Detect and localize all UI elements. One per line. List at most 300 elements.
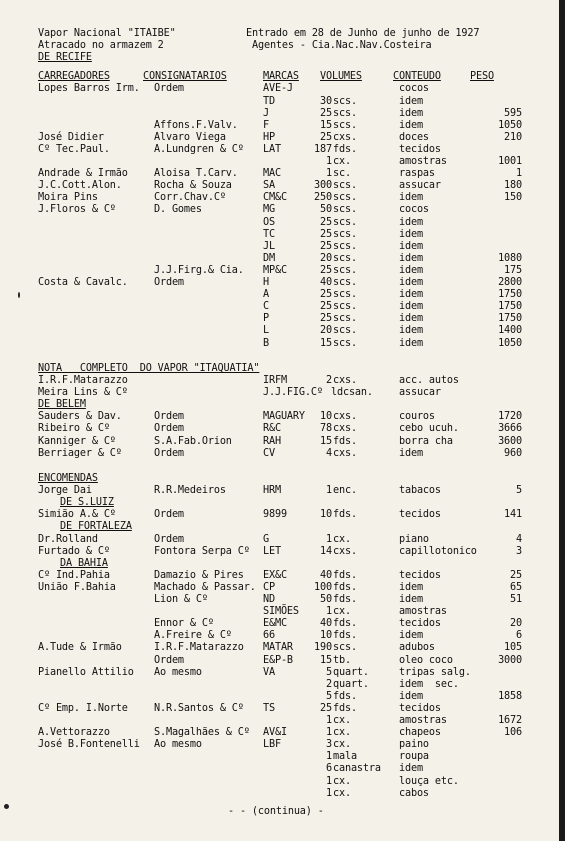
quantity-cell: 25 — [320, 107, 332, 119]
consignee-cell: Ordem — [154, 423, 184, 435]
shipper-cell: Moira Pins — [38, 192, 98, 204]
quantity-cell: 1 — [326, 775, 332, 787]
consignee-cell: R.R.Medeiros — [154, 485, 226, 497]
content-cell: amostras — [399, 606, 447, 618]
quantity-cell: 10 — [320, 509, 332, 521]
marks-cell: LET — [263, 545, 281, 557]
consignee-cell: S.Magalhães & Cº — [154, 727, 250, 739]
quantity-cell: 1 — [326, 168, 332, 180]
column-header: CONTEUDO — [393, 71, 441, 83]
quantity-cell: 5 — [326, 666, 332, 678]
consignee-cell: J.J.Firg.& Cia. — [154, 264, 244, 276]
weight-cell: 1050 — [498, 119, 522, 131]
content-cell: idem — [399, 240, 423, 252]
quantity-cell: 1 — [326, 715, 332, 727]
quantity-cell: 40 — [320, 618, 332, 630]
unit-cell: scs. — [333, 180, 357, 192]
consignee-cell: Ao mesmo — [154, 666, 202, 678]
weight-cell: 1672 — [498, 715, 522, 727]
weight-cell: 106 — [504, 727, 522, 739]
marks-cell: C — [263, 301, 269, 313]
weight-cell: 3666 — [498, 423, 522, 435]
consignee-cell: I.R.F.Matarazzo — [154, 642, 244, 654]
weight-cell: 1400 — [498, 325, 522, 337]
consignee-cell: Ennor & Cº — [154, 618, 214, 630]
consignee-cell: Fontora Serpa Cº — [154, 545, 250, 557]
shipper-cell: A.Tude & Irmão — [38, 642, 122, 654]
unit-cell: cxs. — [333, 131, 357, 143]
marks-cell: TS — [263, 702, 275, 714]
quantity-cell: 2 — [326, 678, 332, 690]
content-cell: roupa — [399, 751, 429, 763]
shipper-cell: Lopes Barros Irm. — [38, 83, 140, 95]
quantity-cell: 187 — [314, 143, 332, 155]
quantity-cell: 250 — [314, 192, 332, 204]
marks-cell: H — [263, 277, 269, 288]
quantity-cell: 25 — [320, 240, 332, 252]
unit-cell: fds. — [333, 581, 357, 593]
content-cell: idem — [399, 228, 423, 240]
weight-cell: 1858 — [498, 690, 522, 702]
quantity-cell: 10 — [320, 411, 332, 423]
unit-cell: cxs. — [333, 545, 357, 557]
consignee-cell: Machado & Passar. — [154, 581, 256, 593]
marks-cell: LAT — [263, 143, 281, 155]
quantity-cell: 40 — [320, 569, 332, 581]
marks-cell: F — [263, 119, 269, 131]
consignee-cell: N.R.Santos & Cº — [154, 702, 244, 714]
shipper-cell: Ribeiro & Cº — [38, 423, 110, 435]
weight-cell: 175 — [504, 264, 522, 276]
column-header: PESO — [470, 71, 494, 83]
port-subtitle: DE FORTALEZA — [60, 521, 132, 533]
marks-cell: MP&C — [263, 264, 287, 276]
berth-info: Atracado no armazem 2 — [38, 40, 164, 52]
shipper-cell: Meira Lins & Cº — [38, 387, 128, 399]
unit-cell: scs. — [333, 119, 357, 131]
unit-cell: scs. — [333, 252, 357, 264]
marks-cell: SA — [263, 180, 275, 192]
quantity-cell: 25 — [320, 301, 332, 313]
unit-cell: scs. — [333, 325, 357, 337]
shipper-cell: Andrade & Irmão — [38, 168, 128, 180]
content-cell: cebo ucuh. — [399, 423, 459, 435]
quantity-cell: 25 — [320, 131, 332, 143]
consignee-cell: A.Freire & Cº — [154, 630, 232, 642]
shipper-cell: Kanniger & Cº — [38, 435, 116, 447]
unit-cell: scs. — [333, 277, 357, 288]
unit-cell: fds. — [333, 618, 357, 630]
marks-cell: IRFM — [263, 375, 287, 386]
shipper-cell: Cº Ind.Pahia — [38, 569, 110, 581]
quantity-cell: 15 — [320, 119, 332, 131]
shipper-cell: J.C.Cott.Alon. — [38, 180, 122, 192]
content-cell: idem sec. — [399, 678, 459, 690]
marks-cell: 66 — [263, 630, 275, 642]
marks-cell: HP — [263, 131, 275, 143]
shipper-cell: Costa & Cavalc. — [38, 277, 128, 288]
quantity-cell: 5 — [326, 690, 332, 702]
marks-cell: MAGUARY — [263, 411, 305, 423]
consignee-cell: Rocha & Souza — [154, 180, 232, 192]
marks-cell: OS — [263, 216, 275, 228]
marks-cell: CM&C — [263, 192, 287, 204]
quantity-cell: 15 — [320, 654, 332, 666]
unit-cell: canastra — [333, 763, 381, 775]
content-cell: idem — [399, 581, 423, 593]
content-cell: tecidos — [399, 618, 441, 630]
unit-cell: quart. — [333, 678, 369, 690]
shipper-cell: Pianello Attilio — [38, 666, 134, 678]
nota-title: NOTA COMPLETO DO VAPOR "ITAQUATIA" — [38, 362, 260, 374]
unit-cell: scs. — [333, 337, 357, 349]
content-cell: idem — [399, 107, 423, 119]
content-cell: idem — [399, 447, 423, 459]
unit-cell: scs. — [333, 313, 357, 325]
weight-cell: 180 — [504, 180, 522, 192]
weight-cell: 1080 — [498, 252, 522, 264]
quantity-cell: 30 — [320, 95, 332, 107]
content-cell: idem — [399, 313, 423, 325]
quantity-cell: 6 — [326, 763, 332, 775]
marks-cell: 9899 — [263, 509, 287, 521]
quantity-cell: 25 — [320, 228, 332, 240]
weight-cell: 960 — [504, 447, 522, 459]
shipper-cell: Berriager & Cº — [38, 447, 122, 459]
content-cell: acc. autos — [399, 375, 459, 386]
content-cell: idem — [399, 252, 423, 264]
unit-cell: fds. — [333, 690, 357, 702]
content-cell: doces — [399, 131, 429, 143]
marks-cell: EX&C — [263, 569, 287, 581]
marks-cell: MAC — [263, 168, 281, 180]
content-cell: idem — [399, 95, 423, 107]
quantity-cell: 50 — [320, 204, 332, 216]
consignee-cell: Ao mesmo — [154, 739, 202, 751]
marks-cell: CP — [263, 581, 275, 593]
weight-cell: 1001 — [498, 156, 522, 167]
marks-cell: E&MC — [263, 618, 287, 630]
consignee-cell: S.A.Fab.Orion — [154, 435, 232, 447]
marks-cell: ND — [263, 594, 275, 606]
weight-cell: 150 — [504, 192, 522, 204]
quantity-cell: 300 — [314, 180, 332, 192]
weight-cell: 65 — [510, 581, 522, 593]
marks-cell: J.J.FIG.Cº — [263, 387, 323, 399]
marks-cell: AV&I — [263, 727, 287, 739]
unit-cell: scs. — [333, 192, 357, 204]
unit-cell: cxs. — [333, 423, 357, 435]
unit-cell: quart. — [333, 666, 369, 678]
weight-cell: 1720 — [498, 411, 522, 423]
column-header: CONSIGNATARIOS — [143, 71, 227, 83]
content-cell: paino — [399, 739, 429, 751]
content-cell: tripas salg. — [399, 666, 471, 678]
weight-cell: 141 — [504, 509, 522, 521]
marks-cell: L — [263, 325, 269, 337]
shipper-cell: Cº Emp. I.Norte — [38, 702, 128, 714]
unit-cell: fds. — [333, 569, 357, 581]
content-cell: chapeos — [399, 727, 441, 739]
unit-cell: cx. — [333, 533, 351, 545]
content-cell: piano — [399, 533, 429, 545]
marks-cell: E&P-B — [263, 654, 293, 666]
content-cell: raspas — [399, 168, 435, 180]
unit-cell: scs. — [333, 289, 357, 301]
marks-cell: J — [263, 107, 269, 119]
unit-cell: cx. — [333, 787, 351, 799]
quantity-cell: 1 — [326, 606, 332, 618]
consignee-cell: Ordem — [154, 509, 184, 521]
quantity-cell: 20 — [320, 252, 332, 264]
port-subtitle: DA BAHIA — [60, 557, 108, 569]
weight-cell: 6 — [516, 630, 522, 642]
scan-edge — [559, 0, 565, 841]
content-cell: idem — [399, 289, 423, 301]
quantity-cell: 4 — [326, 447, 332, 459]
content-cell: idem — [399, 630, 423, 642]
marks-cell: TD — [263, 95, 275, 107]
port-subtitle: DE S.LUIZ — [60, 497, 114, 509]
marks-cell: A — [263, 289, 269, 301]
marks-cell: DM — [263, 252, 275, 264]
shipper-cell: I.R.F.Matarazzo — [38, 375, 128, 386]
shipper-cell: Cº Tec.Paul. — [38, 143, 110, 155]
unit-cell: scs. — [333, 204, 357, 216]
marks-cell: SIMÕES — [263, 606, 299, 618]
unit-cell: cx. — [333, 715, 351, 727]
unit-cell: cx. — [333, 775, 351, 787]
quantity-cell: 25 — [320, 264, 332, 276]
weight-cell: 4 — [516, 533, 522, 545]
unit-cell: scs. — [333, 642, 357, 654]
weight-cell: 3 — [516, 545, 522, 557]
content-cell: tecidos — [399, 143, 441, 155]
weight-cell: 51 — [510, 594, 522, 606]
weight-cell: 105 — [504, 642, 522, 654]
unit-cell: scs. — [333, 264, 357, 276]
weight-cell: 2800 — [498, 277, 522, 288]
content-cell: assucar — [399, 180, 441, 192]
marks-cell: TC — [263, 228, 275, 240]
section-title-recife: DE RECIFE — [38, 52, 92, 64]
content-cell: louça etc. — [399, 775, 459, 787]
unit-cell: fds. — [333, 594, 357, 606]
content-cell: couros — [399, 411, 435, 423]
weight-cell: 1750 — [498, 313, 522, 325]
quantity-cell: 100 — [314, 581, 332, 593]
shipper-cell: Simião A.& Cº — [38, 509, 116, 521]
marks-cell: R&C — [263, 423, 281, 435]
content-cell: idem — [399, 119, 423, 131]
marks-cell: B — [263, 337, 269, 349]
unit-cell: cx. — [333, 156, 351, 167]
consignee-cell: Damazio & Pires — [154, 569, 244, 581]
weight-cell: 3600 — [498, 435, 522, 447]
unit-cell: scs. — [333, 228, 357, 240]
column-header: VOLUMES — [320, 71, 362, 83]
marks-cell: RAH — [263, 435, 281, 447]
unit-cell: mala — [333, 751, 357, 763]
consignee-cell: Alvaro Viega — [154, 131, 226, 143]
unit-cell: enc. — [333, 485, 357, 497]
unit-cell: cx. — [333, 739, 351, 751]
content-cell: idem — [399, 763, 423, 775]
quantity-cell: 25 — [320, 289, 332, 301]
unit-cell: fds. — [333, 630, 357, 642]
unit-cell: cx. — [333, 606, 351, 618]
consignee-cell: Ordem — [154, 83, 184, 95]
quantity-cell: 1 — [326, 533, 332, 545]
quantity-cell: 10 — [320, 630, 332, 642]
content-cell: borra cha — [399, 435, 453, 447]
consignee-cell: Corr.Chav.Cº — [154, 192, 226, 204]
marks-cell: LBF — [263, 739, 281, 751]
weight-cell: 3000 — [498, 654, 522, 666]
weight-cell: 5 — [516, 485, 522, 497]
ship-name: Vapor Nacional "ITAIBE" — [38, 28, 176, 39]
marks-cell-extra: ldcsan. — [331, 387, 373, 399]
quantity-cell: 2 — [326, 375, 332, 386]
quantity-cell: 1 — [326, 751, 332, 763]
quantity-cell: 78 — [320, 423, 332, 435]
content-cell: idem — [399, 192, 423, 204]
shipper-cell: União F.Bahia — [38, 581, 116, 593]
weight-cell: 25 — [510, 569, 522, 581]
content-cell: idem — [399, 325, 423, 337]
content-cell: tecidos — [399, 569, 441, 581]
unit-cell: fds. — [333, 509, 357, 521]
shipper-cell: Dr.Rolland — [38, 533, 98, 545]
continued-footer: - - (continua) - — [228, 805, 324, 817]
unit-cell: fds. — [333, 702, 357, 714]
content-cell: adubos — [399, 642, 435, 654]
consignee-cell: D. Gomes — [154, 204, 202, 216]
weight-cell: 210 — [504, 131, 522, 143]
quantity-cell: 1 — [326, 787, 332, 799]
unit-cell: sc. — [333, 168, 351, 180]
unit-cell: cxs. — [333, 447, 357, 459]
weight-cell: 20 — [510, 618, 522, 630]
shipper-cell: J.Floros & Cº — [38, 204, 116, 216]
weight-cell: 1 — [516, 168, 522, 180]
content-cell: amostras — [399, 156, 447, 167]
marks-cell: VA — [263, 666, 275, 678]
marks-cell: MG — [263, 204, 275, 216]
unit-cell: fds. — [333, 143, 357, 155]
shipper-cell: Jorge Dai — [38, 485, 92, 497]
marks-cell: MATAR — [263, 642, 293, 654]
weight-cell: 1750 — [498, 289, 522, 301]
content-cell: cabos — [399, 787, 429, 799]
weight-cell: 595 — [504, 107, 522, 119]
quantity-cell: 15 — [320, 337, 332, 349]
unit-cell: cxs. — [333, 411, 357, 423]
column-header: CARREGADORES — [38, 71, 110, 83]
content-cell: idem — [399, 301, 423, 313]
quantity-cell: 25 — [320, 702, 332, 714]
content-cell: tecidos — [399, 509, 441, 521]
shipper-cell: José Didier — [38, 131, 104, 143]
consignee-cell: Ordem — [154, 533, 184, 545]
unit-cell: scs. — [333, 240, 357, 252]
unit-cell: scs. — [333, 95, 357, 107]
shipper-cell: José B.Fontenelli — [38, 739, 140, 751]
marks-cell: HRM — [263, 485, 281, 497]
marks-cell: G — [263, 533, 269, 545]
quantity-cell: 25 — [320, 216, 332, 228]
content-cell: idem — [399, 594, 423, 606]
agents-info: Agentes - Cia.Nac.Nav.Costeira — [252, 40, 432, 52]
content-cell: tabacos — [399, 485, 441, 497]
content-cell: idem — [399, 690, 423, 702]
quantity-cell: 14 — [320, 545, 332, 557]
shipper-cell: Furtado & Cº — [38, 545, 110, 557]
quantity-cell: 20 — [320, 325, 332, 337]
unit-cell: cxs. — [333, 375, 357, 386]
content-cell: oleo coco — [399, 654, 453, 666]
weight-cell: 1750 — [498, 301, 522, 313]
consignee-cell: Ordem — [154, 447, 184, 459]
content-cell: tecidos — [399, 702, 441, 714]
consignee-cell: Lion & Cº — [154, 594, 208, 606]
quantity-cell: 40 — [320, 277, 332, 288]
weight-cell: 1050 — [498, 337, 522, 349]
quantity-cell: 50 — [320, 594, 332, 606]
quantity-cell: 190 — [314, 642, 332, 654]
unit-cell: scs. — [333, 216, 357, 228]
scan-speck — [4, 804, 9, 809]
content-cell: capillotonico — [399, 545, 477, 557]
unit-cell: scs. — [333, 301, 357, 313]
column-header: MARCAS — [263, 71, 299, 83]
content-cell: cocos — [399, 83, 429, 95]
quantity-cell: 1 — [326, 727, 332, 739]
consignee-cell: Affons.F.Valv. — [154, 119, 238, 131]
section-title-encomendas: ENCOMENDAS — [38, 473, 98, 485]
unit-cell: tb. — [333, 654, 351, 666]
consignee-cell: Ordem — [154, 654, 184, 666]
consignee-cell: Ordem — [154, 277, 184, 288]
section-title-belem: DE BELEM — [38, 399, 86, 411]
content-cell: assucar — [399, 387, 441, 399]
unit-cell: cx. — [333, 727, 351, 739]
content-cell: amostras — [399, 715, 447, 727]
quantity-cell: 3 — [326, 739, 332, 751]
unit-cell: fds. — [333, 435, 357, 447]
quantity-cell: 15 — [320, 435, 332, 447]
consignee-cell: Aloisa T.Carv. — [154, 168, 238, 180]
content-cell: idem — [399, 277, 423, 288]
content-cell: idem — [399, 216, 423, 228]
marks-cell: AVE-J — [263, 83, 293, 95]
marks-cell: JL — [263, 240, 275, 252]
shipper-cell: Sauders & Dav. — [38, 411, 122, 423]
marks-cell: CV — [263, 447, 275, 459]
consignee-cell: A.Lundgren & Cº — [154, 143, 244, 155]
quantity-cell: 1 — [326, 156, 332, 167]
arrival-date: Entrado em 28 de Junho de junho de 1927 — [246, 28, 480, 39]
quantity-cell: 25 — [320, 313, 332, 325]
content-cell: cocos — [399, 204, 429, 216]
quantity-cell: 1 — [326, 485, 332, 497]
marks-cell: P — [263, 313, 269, 325]
scan-speck — [18, 292, 20, 298]
shipper-cell: A.Vettorazzo — [38, 727, 110, 739]
content-cell: idem — [399, 337, 423, 349]
consignee-cell: Ordem — [154, 411, 184, 423]
unit-cell: scs. — [333, 107, 357, 119]
